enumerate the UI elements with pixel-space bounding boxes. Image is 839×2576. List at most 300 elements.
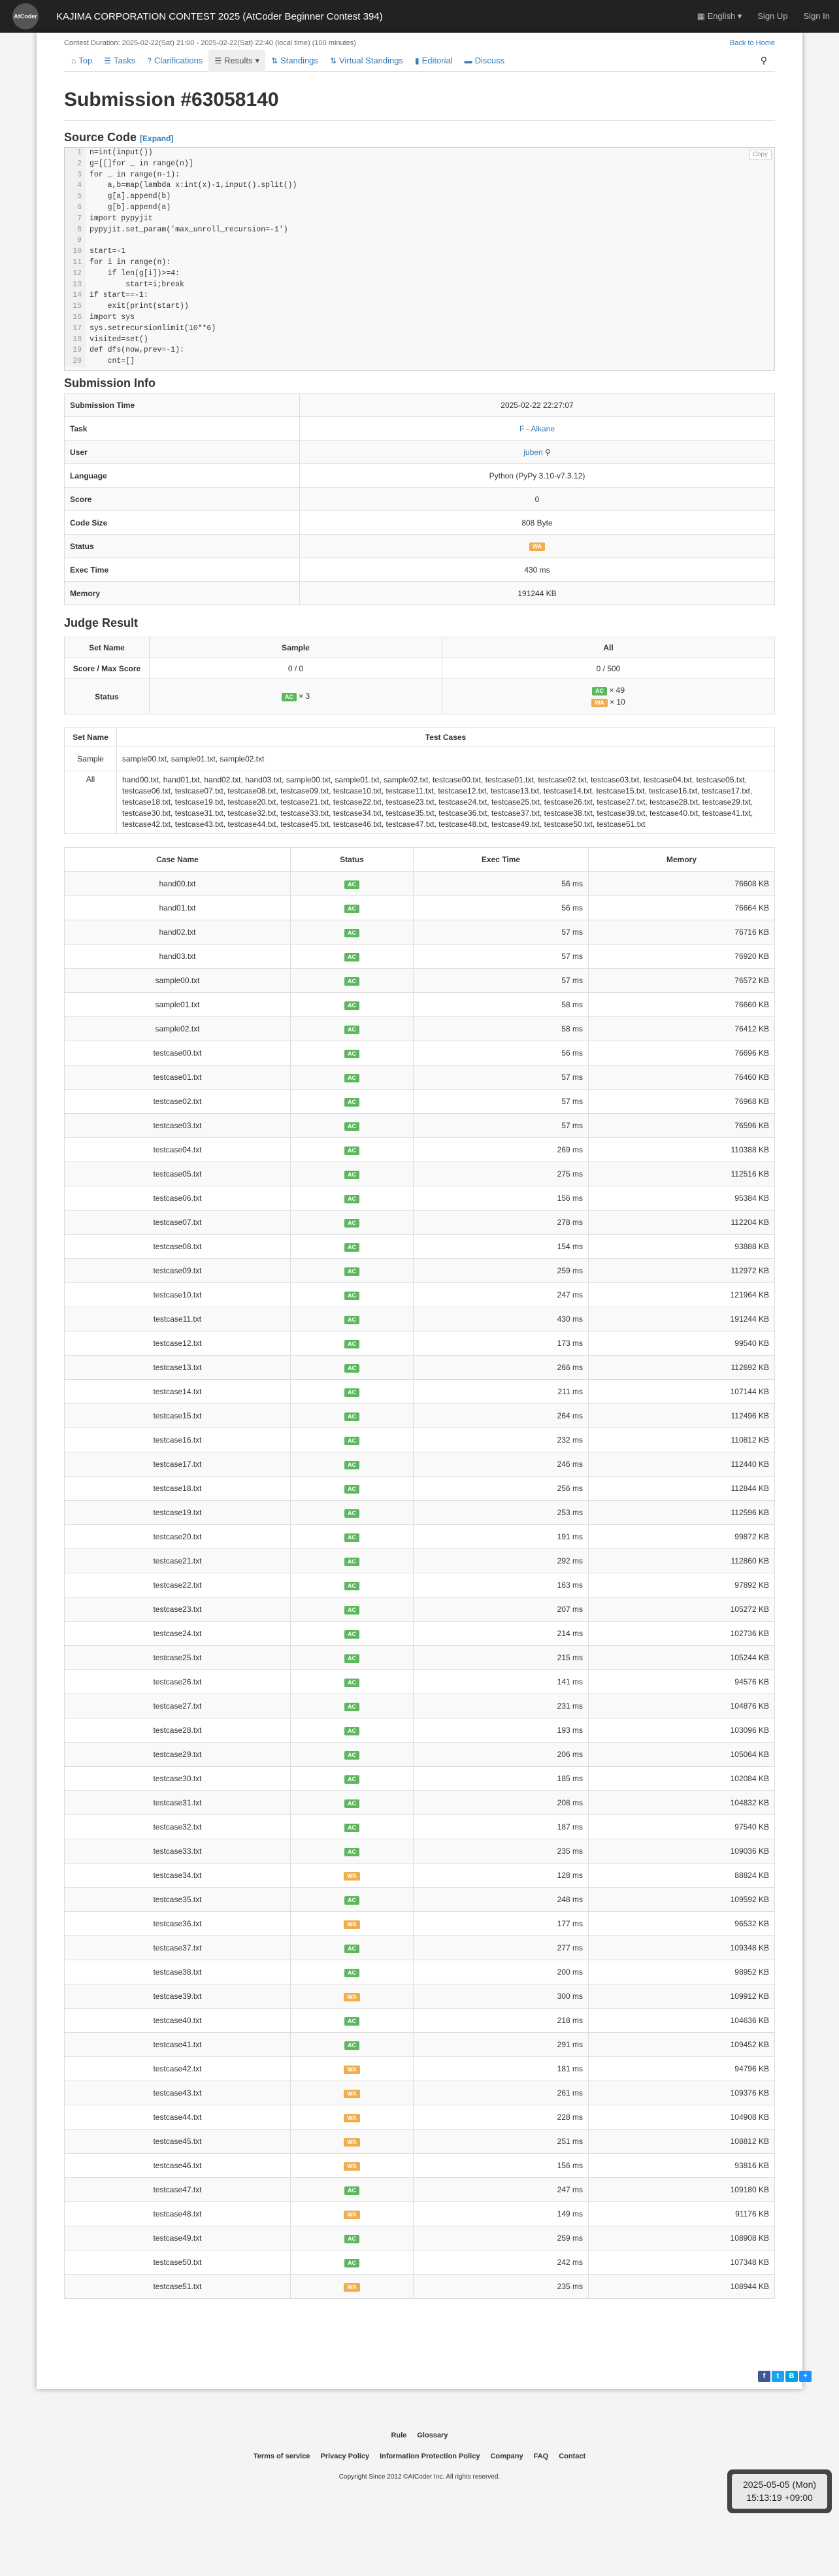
- test-sets-table: [64, 728, 775, 834]
- task-link[interactable]: F - Alkane: [519, 424, 555, 433]
- case-status: [291, 1549, 414, 1573]
- status-badge: AC: [344, 1001, 359, 1010]
- case-memory: 108908 KB: [589, 2226, 775, 2250]
- case-status: [291, 1960, 414, 1984]
- case-memory: 97540 KB: [589, 1815, 775, 1839]
- list-icon: ☰: [214, 56, 222, 65]
- case-status: [291, 1452, 414, 1477]
- case-status: [291, 2033, 414, 2057]
- code-line: [65, 312, 774, 324]
- submission-info-table: [64, 393, 775, 605]
- status-badge: AC: [344, 1509, 359, 1518]
- info-row: [65, 488, 775, 511]
- case-name: testcase04.txt: [65, 1138, 291, 1162]
- back-to-home-link[interactable]: Back to Home: [729, 39, 775, 47]
- clock-widget: [727, 2469, 832, 2513]
- info-row: [65, 558, 775, 582]
- code-line: [65, 214, 774, 225]
- test-cases-table: [64, 847, 775, 2299]
- info-value: [300, 441, 775, 464]
- code-line: [65, 345, 774, 356]
- status-badge: WA: [344, 1920, 360, 1929]
- user-link[interactable]: juben: [523, 447, 543, 457]
- case-status: [291, 1501, 414, 1525]
- case-exec-time: 156 ms: [414, 1186, 589, 1211]
- tab-tasks[interactable]: ☰ Tasks: [104, 56, 136, 65]
- col-memory: Memory: [589, 848, 775, 872]
- info-label: Submission Time: [65, 393, 300, 417]
- line-number: 7: [65, 214, 86, 225]
- case-name: hand03.txt: [65, 945, 291, 969]
- case-exec-time: 154 ms: [414, 1235, 589, 1259]
- case-name: hand01.txt: [65, 896, 291, 920]
- case-exec-time: 292 ms: [414, 1549, 589, 1573]
- status-badge: WA: [344, 2066, 360, 2074]
- table-row: [65, 1162, 775, 1186]
- code-line: [65, 235, 774, 246]
- info-label: User: [65, 441, 300, 464]
- case-exec-time: 56 ms: [414, 896, 589, 920]
- code-line: [65, 269, 774, 280]
- status-badge: AC: [344, 1340, 359, 1348]
- code-text: for i in range(n):: [90, 258, 171, 267]
- source-code-block[interactable]: [64, 147, 775, 371]
- case-status: [291, 1307, 414, 1331]
- table-row: [65, 1259, 775, 1283]
- case-memory: 109180 KB: [589, 2178, 775, 2202]
- table-row: [65, 1477, 775, 1501]
- case-exec-time: 266 ms: [414, 1356, 589, 1380]
- status-badge: AC: [344, 1437, 359, 1445]
- case-name: testcase39.txt: [65, 1984, 291, 2009]
- case-name: hand00.txt: [65, 872, 291, 896]
- case-name: testcase25.txt: [65, 1646, 291, 1670]
- case-name: testcase03.txt: [65, 1114, 291, 1138]
- status-badge: AC: [344, 1243, 359, 1252]
- table-row: [65, 1864, 775, 1888]
- status-badge: AC: [344, 1485, 359, 1494]
- case-status: [291, 1718, 414, 1743]
- status-badge: AC: [344, 1195, 359, 1203]
- code-text: visited=set(): [90, 335, 148, 344]
- case-name: testcase14.txt: [65, 1380, 291, 1404]
- case-status: [291, 2154, 414, 2178]
- code-text: sys.setrecursionlimit(10**6): [90, 324, 216, 333]
- case-status: [291, 969, 414, 993]
- status-badge: AC: [344, 1388, 359, 1397]
- case-name: testcase17.txt: [65, 1452, 291, 1477]
- case-status: [291, 1404, 414, 1428]
- case-status: [291, 2105, 414, 2130]
- case-exec-time: 235 ms: [414, 2275, 589, 2299]
- case-status: [291, 1912, 414, 1936]
- case-name: testcase18.txt: [65, 1477, 291, 1501]
- case-exec-time: 156 ms: [414, 2154, 589, 2178]
- code-text: g=[[]for _ in range(n)]: [90, 159, 193, 168]
- tab-results[interactable]: ☰ Results ▾: [208, 50, 265, 72]
- table-row: [65, 1307, 775, 1331]
- facebook-icon[interactable]: f: [758, 2371, 770, 2382]
- status-badge: AC: [344, 1267, 359, 1276]
- case-exec-time: 208 ms: [414, 1791, 589, 1815]
- footer-link[interactable]: Privacy Policy: [320, 2452, 370, 2460]
- code-line: [65, 301, 774, 312]
- table-row: [65, 1065, 775, 1090]
- status-badge: AC: [344, 1654, 359, 1663]
- case-name: testcase22.txt: [65, 1573, 291, 1597]
- footer-link[interactable]: Glossary: [417, 2432, 448, 2439]
- table-row: [65, 1718, 775, 1743]
- contest-title[interactable]: KAJIMA CORPORATION CONTEST 2025 (AtCoder Beginner Contest 394): [56, 10, 383, 22]
- signup-link[interactable]: Sign Up: [757, 11, 788, 21]
- case-memory: 121964 KB: [589, 1283, 775, 1307]
- navbar: [0, 0, 839, 33]
- case-name: testcase07.txt: [65, 1211, 291, 1235]
- copyright: Copyright Since 2012 ©AtCoder Inc. All rights reserved.: [338, 2473, 501, 2481]
- case-name: testcase28.txt: [65, 1718, 291, 1743]
- line-number: 12: [65, 269, 86, 280]
- info-value: [300, 535, 775, 558]
- case-name: testcase45.txt: [65, 2130, 291, 2154]
- code-line: [65, 203, 774, 214]
- case-memory: 105064 KB: [589, 1743, 775, 1767]
- status-label: Status: [65, 679, 150, 714]
- case-exec-time: 248 ms: [414, 1888, 589, 1912]
- status-badge: WA: [344, 2283, 360, 2292]
- case-name: testcase33.txt: [65, 1839, 291, 1864]
- case-status: [291, 1670, 414, 1694]
- case-exec-time: 58 ms: [414, 1017, 589, 1041]
- language-dropdown[interactable]: ▦ English ▾: [697, 11, 742, 21]
- hatena-icon[interactable]: B: [785, 2371, 798, 2382]
- table-row: [65, 2009, 775, 2033]
- case-status: [291, 2275, 414, 2299]
- case-memory: 99540 KB: [589, 1331, 775, 1356]
- case-exec-time: 228 ms: [414, 2105, 589, 2130]
- line-number: 17: [65, 324, 86, 335]
- case-exec-time: 56 ms: [414, 872, 589, 896]
- ac-badge: AC: [282, 693, 297, 701]
- case-memory: 103096 KB: [589, 1718, 775, 1743]
- case-name: testcase29.txt: [65, 1743, 291, 1767]
- case-memory: 76572 KB: [589, 969, 775, 993]
- line-number: 13: [65, 280, 86, 291]
- plus-icon[interactable]: +: [799, 2371, 812, 2382]
- code-line: [65, 170, 774, 181]
- status-badge: AC: [344, 1799, 359, 1808]
- status-badge: AC: [344, 1533, 359, 1542]
- case-name: testcase08.txt: [65, 1235, 291, 1259]
- case-status: [291, 2081, 414, 2105]
- case-memory: 97892 KB: [589, 1573, 775, 1597]
- table-row: [65, 2275, 775, 2299]
- main-container: [37, 33, 802, 2389]
- case-status: [291, 1138, 414, 1162]
- footer-link[interactable]: Rule: [391, 2432, 407, 2439]
- case-memory: 112440 KB: [589, 1452, 775, 1477]
- case-name: hand02.txt: [65, 920, 291, 945]
- case-memory: 112516 KB: [589, 1162, 775, 1186]
- info-row: [65, 441, 775, 464]
- case-status: [291, 993, 414, 1017]
- case-name: testcase12.txt: [65, 1331, 291, 1356]
- case-name: testcase43.txt: [65, 2081, 291, 2105]
- case-name: testcase30.txt: [65, 1767, 291, 1791]
- case-exec-time: 56 ms: [414, 1041, 589, 1065]
- footer-link[interactable]: Information Protection Policy: [380, 2452, 480, 2460]
- status-badge: AC: [344, 1219, 359, 1228]
- info-label: Code Size: [65, 511, 300, 535]
- status-badge: AC: [344, 929, 359, 937]
- case-exec-time: 242 ms: [414, 2250, 589, 2275]
- case-status: [291, 1984, 414, 2009]
- table-row: [65, 1839, 775, 1864]
- code-text: def dfs(now,prev=-1):: [90, 346, 184, 355]
- info-label: Language: [65, 464, 300, 488]
- case-status: [291, 1162, 414, 1186]
- status-badge: WA: [344, 2114, 360, 2122]
- code-line: [65, 180, 774, 192]
- case-exec-time: 218 ms: [414, 2009, 589, 2033]
- status-badge: AC: [344, 1122, 359, 1131]
- status-badge: WA: [344, 2090, 360, 2098]
- case-exec-time: 191 ms: [414, 1525, 589, 1549]
- line-number: 18: [65, 335, 86, 346]
- status-badge: AC: [344, 1703, 359, 1711]
- status-badge: AC: [344, 1171, 359, 1179]
- table-row: [65, 1235, 775, 1259]
- code-text: cnt=[]: [90, 357, 135, 366]
- table-row: [65, 1646, 775, 1670]
- table-row: [65, 2178, 775, 2202]
- tab-editorial[interactable]: ▮ Editorial: [414, 56, 453, 65]
- table-row: [65, 945, 775, 969]
- case-name: testcase31.txt: [65, 1791, 291, 1815]
- table-row: [65, 1525, 775, 1549]
- tab-top[interactable]: ⌂ Top: [71, 56, 93, 65]
- info-row: [65, 511, 775, 535]
- status-badge: AC: [344, 1292, 359, 1300]
- status-badge: AC: [344, 2017, 359, 2026]
- case-exec-time: 185 ms: [414, 1767, 589, 1791]
- score-label: Score / Max Score: [65, 658, 150, 679]
- col-test-cases: Test Cases: [117, 728, 775, 746]
- tab-discuss[interactable]: ▬ Discuss: [464, 56, 505, 65]
- case-name: testcase20.txt: [65, 1525, 291, 1549]
- table-row: [65, 2226, 775, 2250]
- case-exec-time: 57 ms: [414, 945, 589, 969]
- info-value: Python (PyPy 3.10-v7.3.12): [300, 464, 775, 488]
- set-sample-name: Sample: [65, 746, 117, 771]
- case-name: testcase02.txt: [65, 1090, 291, 1114]
- status-badge: AC: [344, 1364, 359, 1373]
- score-sample: 0 / 0: [150, 658, 442, 679]
- case-memory: 102084 KB: [589, 1767, 775, 1791]
- table-row: [65, 1573, 775, 1597]
- status-badge: AC: [344, 953, 359, 962]
- case-exec-time: 207 ms: [414, 1597, 589, 1622]
- source-code-heading: Source Code [Expand]: [64, 131, 174, 144]
- case-exec-time: 430 ms: [414, 1307, 589, 1331]
- case-status: [291, 1380, 414, 1404]
- status-badge: AC: [344, 1896, 359, 1905]
- code-line: [65, 225, 774, 236]
- tab-clarifications[interactable]: ? Clarifications: [147, 56, 203, 65]
- footer-link[interactable]: Company: [490, 2452, 523, 2460]
- status-badge: AC: [344, 1606, 359, 1614]
- case-exec-time: 206 ms: [414, 1743, 589, 1767]
- info-row: [65, 417, 775, 441]
- clock-time: 15:13:19 +09:00: [746, 2492, 813, 2503]
- case-name: testcase27.txt: [65, 1694, 291, 1718]
- set-all-cases: hand00.txt, hand01.txt, hand02.txt, hand03.txt, sample00.txt, sample01.txt, sample02.txt, testcase00.txt, testcase01.txt, testcase02.txt, testcase03.txt, testcase04.txt, testcase05.txt, testcase06.txt, testcase07.txt, testcase08.txt, testcase09.txt, testcase10.txt, testcase11.txt, testcase12.txt, testcase13.txt, testcase14.txt, testcase15.txt, testcase16.txt, testcase17.txt, testcase18.txt, testcase19.txt, testcase20.txt, testcase21.txt, testcase22.txt, testcase23.txt, testcase24.txt, testcase25.txt, testcase26.txt, testcase27.txt, testcase28.txt, testcase29.txt, testcase30.txt, testcase31.txt, testcase32.txt, testcase33.txt, testcase34.txt, testcase35.txt, testcase36.txt, testcase37.txt, testcase38.txt, testcase39.txt, testcase40.txt, testcase41.txt, testcase42.txt, testcase43.txt, testcase44.txt, testcase45.txt, testcase46.txt, testcase47.txt, testcase48.txt, testcase49.txt, testcase50.txt, testcase51.txt: [117, 771, 775, 834]
- copy-button[interactable]: Copy: [749, 150, 772, 159]
- info-row: [65, 535, 775, 558]
- case-name: testcase41.txt: [65, 2033, 291, 2057]
- status-sample: AC × 3: [150, 679, 442, 714]
- table-row: [65, 896, 775, 920]
- case-status: [291, 1065, 414, 1090]
- status-badge: AC: [344, 1969, 359, 1977]
- case-memory: 191244 KB: [589, 1307, 775, 1331]
- case-name: testcase42.txt: [65, 2057, 291, 2081]
- table-row: [65, 1743, 775, 1767]
- comment-icon: ▬: [464, 56, 472, 65]
- table-row: [65, 1380, 775, 1404]
- case-name: testcase16.txt: [65, 1428, 291, 1452]
- case-memory: 94576 KB: [589, 1670, 775, 1694]
- table-row: [65, 1114, 775, 1138]
- case-name: testcase13.txt: [65, 1356, 291, 1380]
- case-memory: 98952 KB: [589, 1960, 775, 1984]
- case-name: testcase44.txt: [65, 2105, 291, 2130]
- info-value: [300, 417, 775, 441]
- table-row: [65, 1694, 775, 1718]
- case-exec-time: 278 ms: [414, 1211, 589, 1235]
- submission-info-heading: Submission Info: [64, 376, 156, 390]
- case-name: testcase19.txt: [65, 1501, 291, 1525]
- case-memory: 76596 KB: [589, 1114, 775, 1138]
- case-status: [291, 2250, 414, 2275]
- code-text: pypyjit.set_param('max_unroll_recursion=-1'): [90, 225, 288, 234]
- case-name: testcase35.txt: [65, 1888, 291, 1912]
- status-badge: WA: [344, 2211, 360, 2219]
- table-row: [65, 1670, 775, 1694]
- case-status: [291, 945, 414, 969]
- case-status: [291, 896, 414, 920]
- case-memory: 76920 KB: [589, 945, 775, 969]
- footer-link[interactable]: Terms of service: [253, 2452, 310, 2460]
- col-set-name: Set Name: [65, 637, 150, 658]
- status-badge: AC: [344, 2186, 359, 2195]
- case-name: testcase11.txt: [65, 1307, 291, 1331]
- footer: [0, 2432, 839, 2481]
- case-exec-time: 141 ms: [414, 1670, 589, 1694]
- case-exec-time: 200 ms: [414, 1960, 589, 1984]
- status-badge: AC: [344, 1050, 359, 1058]
- line-number: 1: [65, 148, 86, 159]
- case-name: testcase36.txt: [65, 1912, 291, 1936]
- col-set-name: Set Name: [65, 728, 117, 746]
- code-line: [65, 258, 774, 269]
- case-status: [291, 2130, 414, 2154]
- home-icon: ⌂: [71, 56, 76, 65]
- case-exec-time: 173 ms: [414, 1331, 589, 1356]
- table-row: [65, 993, 775, 1017]
- case-name: testcase46.txt: [65, 2154, 291, 2178]
- tab-standings[interactable]: ⇅ Standings: [271, 56, 318, 65]
- case-status: [291, 2202, 414, 2226]
- table-row: [65, 1622, 775, 1646]
- code-line: [65, 280, 774, 291]
- case-status: [291, 2057, 414, 2081]
- case-memory: 102736 KB: [589, 1622, 775, 1646]
- status-badge: AC: [344, 2259, 359, 2267]
- case-exec-time: 247 ms: [414, 2178, 589, 2202]
- case-status: [291, 1694, 414, 1718]
- case-status: [291, 1235, 414, 1259]
- line-number: 2: [65, 159, 86, 170]
- status-badge: AC: [344, 1461, 359, 1469]
- line-number: 8: [65, 225, 86, 236]
- line-number: 6: [65, 203, 86, 214]
- table-row: [65, 1404, 775, 1428]
- info-label: Status: [65, 535, 300, 558]
- case-exec-time: 232 ms: [414, 1428, 589, 1452]
- table-row: [65, 2250, 775, 2275]
- table-row: [65, 2033, 775, 2057]
- status-badge: WA: [344, 2162, 360, 2171]
- info-value: 2025-02-22 22:27:07: [300, 393, 775, 417]
- wa-badge: WA: [591, 699, 608, 707]
- status-badge: AC: [344, 905, 359, 913]
- footer-link[interactable]: Contact: [559, 2452, 586, 2460]
- tab-virtual-standings[interactable]: ⇅ Virtual Standings: [329, 56, 403, 65]
- case-status: [291, 1017, 414, 1041]
- twitter-icon[interactable]: t: [772, 2371, 784, 2382]
- case-exec-time: 214 ms: [414, 1622, 589, 1646]
- code-text: if start==-1:: [90, 291, 148, 300]
- table-row: [65, 2154, 775, 2178]
- case-name: testcase26.txt: [65, 1670, 291, 1694]
- case-memory: 112860 KB: [589, 1549, 775, 1573]
- status-badge: AC: [344, 1751, 359, 1760]
- case-name: testcase37.txt: [65, 1936, 291, 1960]
- case-memory: 109592 KB: [589, 1888, 775, 1912]
- atcoder-logo[interactable]: [9, 0, 42, 33]
- case-exec-time: 181 ms: [414, 2057, 589, 2081]
- case-exec-time: 264 ms: [414, 1404, 589, 1428]
- status-badge: AC: [344, 1679, 359, 1687]
- line-number: 15: [65, 301, 86, 312]
- search-icon[interactable]: ⚲: [542, 447, 551, 457]
- signin-link[interactable]: Sign In: [803, 11, 830, 21]
- expand-link[interactable]: [Expand]: [140, 134, 174, 143]
- table-row: [65, 1815, 775, 1839]
- list-icon: ☰: [104, 56, 111, 65]
- status-badge: AC: [344, 880, 359, 889]
- pin-icon[interactable]: ⚲: [760, 55, 767, 65]
- case-exec-time: 261 ms: [414, 2081, 589, 2105]
- case-status: [291, 1622, 414, 1646]
- case-name: testcase48.txt: [65, 2202, 291, 2226]
- line-number: 16: [65, 312, 86, 324]
- table-row: [65, 1356, 775, 1380]
- footer-link[interactable]: FAQ: [533, 2452, 549, 2460]
- table-row: [65, 1501, 775, 1525]
- case-exec-time: 57 ms: [414, 969, 589, 993]
- status-badge: AC: [344, 1146, 359, 1155]
